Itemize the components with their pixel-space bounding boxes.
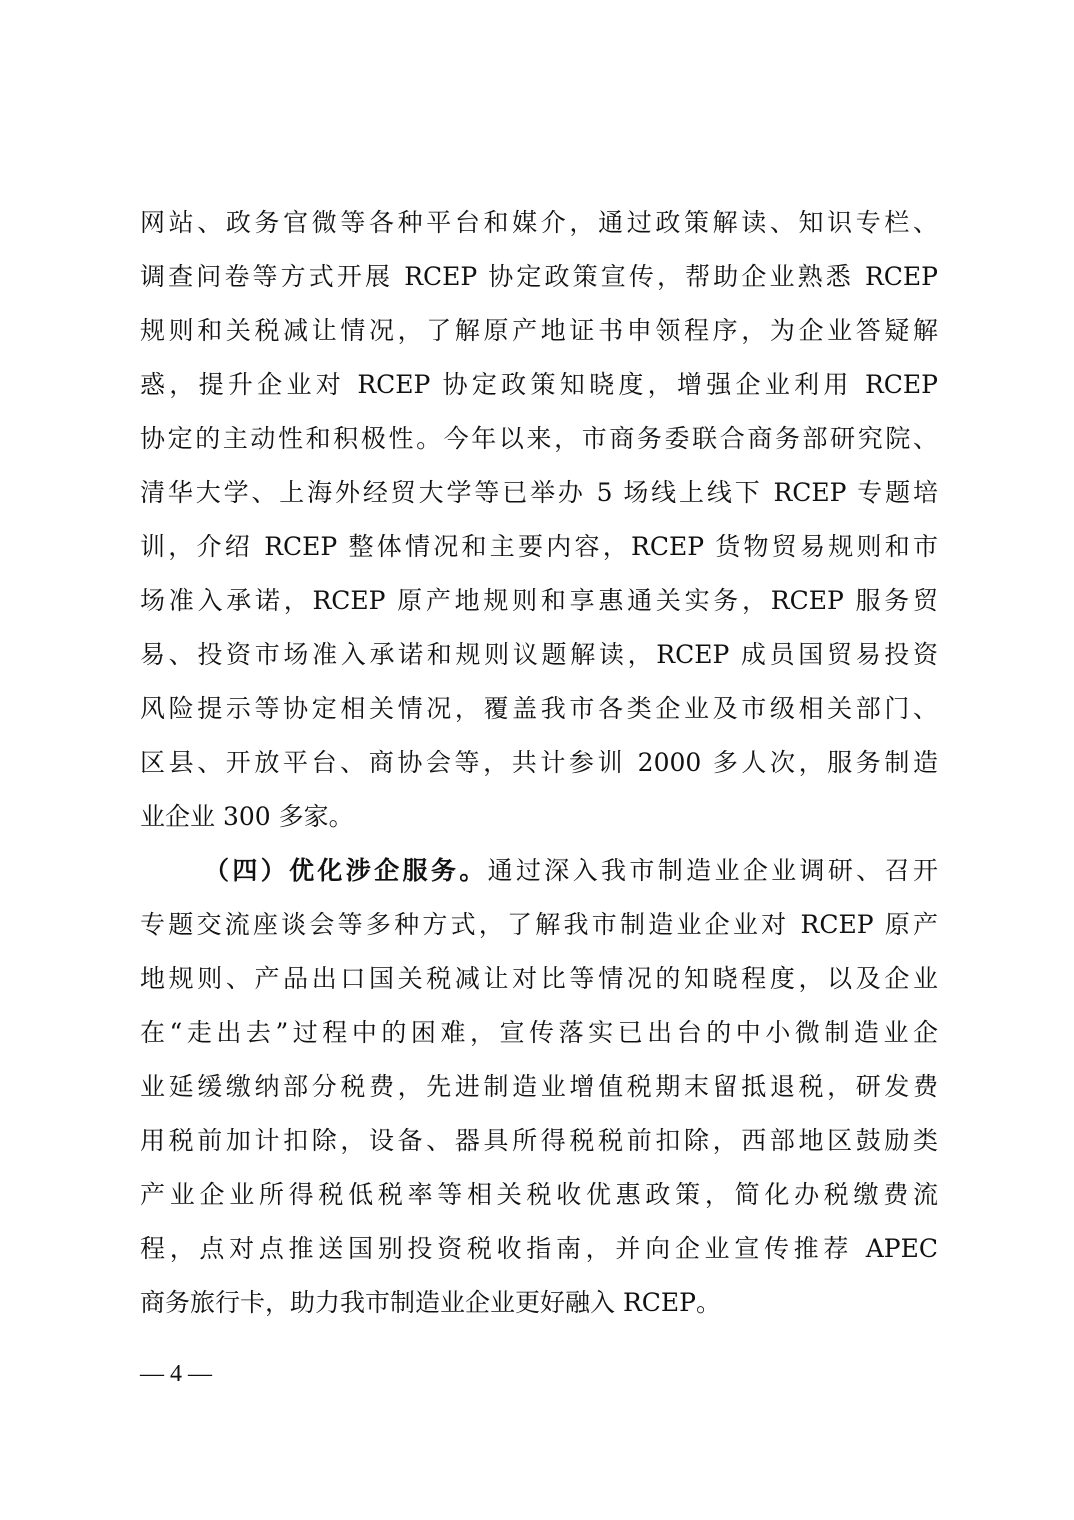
- paragraph-1-line-2: 调查问卷等方式开展 RCEP 协定政策宣传，帮助企业熟悉 RCEP: [140, 262, 938, 291]
- paragraph-1-line-12: 业企业 300 多家。: [140, 802, 354, 831]
- paragraph-1-line-10: 风险提示等协定相关情况，覆盖我市各类企业及市级相关部门、: [140, 694, 938, 723]
- paragraph-2-line-1: [204, 844, 938, 898]
- section-heading: （四）优化涉企服务。: [204, 856, 488, 885]
- paragraph-2-line-2: 专题交流座谈会等多种方式，了解我市制造业企业对 RCEP 原产: [140, 910, 938, 939]
- paragraph-1-line-5: 协定的主动性和积极性。今年以来，市商务委联合商务部研究院、: [140, 424, 938, 453]
- paragraph-2-line-1-text: 通过深入我市制造业企业调研、召开: [487, 856, 938, 885]
- paragraph-2-line-8: 程，点对点推送国别投资税收指南，并向企业宣传推荐 APEC: [140, 1234, 938, 1263]
- paragraph-1-line-11: 区县、开放平台、商协会等，共计参训 2000 多人次，服务制造: [140, 748, 938, 777]
- paragraph-1-line-3: 规则和关税减让情况，了解原产地证书申领程序，为企业答疑解: [140, 316, 938, 345]
- paragraph-1-line-6: 清华大学、上海外经贸大学等已举办 5 场线上线下 RCEP 专题培: [140, 478, 938, 507]
- paragraph-2-line-5: 业延缓缴纳部分税费，先进制造业增值税期末留抵退税，研发费: [140, 1072, 938, 1101]
- paragraph-2-line-3: 地规则、产品出口国关税减让对比等情况的知晓程度，以及企业: [140, 964, 938, 993]
- paragraph-1-line-4: 惑，提升企业对 RCEP 协定政策知晓度，增强企业利用 RCEP: [140, 370, 938, 399]
- page-number: — 4 —: [140, 1361, 212, 1387]
- paragraph-1-line-1: 网站、政务官微等各种平台和媒介，通过政策解读、知识专栏、: [140, 208, 938, 237]
- paragraph-2-line-6: 用税前加计扣除，设备、器具所得税税前扣除，西部地区鼓励类: [140, 1126, 938, 1155]
- paragraph-2-line-4: 在“走出去”过程中的困难，宣传落实已出台的中小微制造业企: [140, 1018, 938, 1047]
- paragraph-2-line-7: 产业企业所得税低税率等相关税收优惠政策，简化办税缴费流: [140, 1180, 938, 1209]
- paragraph-2-line-9: 商务旅行卡，助力我市制造业企业更好融入 RCEP。: [140, 1288, 721, 1317]
- paragraph-1-line-8: 场准入承诺，RCEP 原产地规则和享惠通关实务，RCEP 服务贸: [140, 586, 938, 615]
- paragraph-1-line-7: 训，介绍 RCEP 整体情况和主要内容，RCEP 货物贸易规则和市: [140, 532, 938, 561]
- paragraph-1-line-9: 易、投资市场准入承诺和规则议题解读，RCEP 成员国贸易投资: [140, 640, 938, 669]
